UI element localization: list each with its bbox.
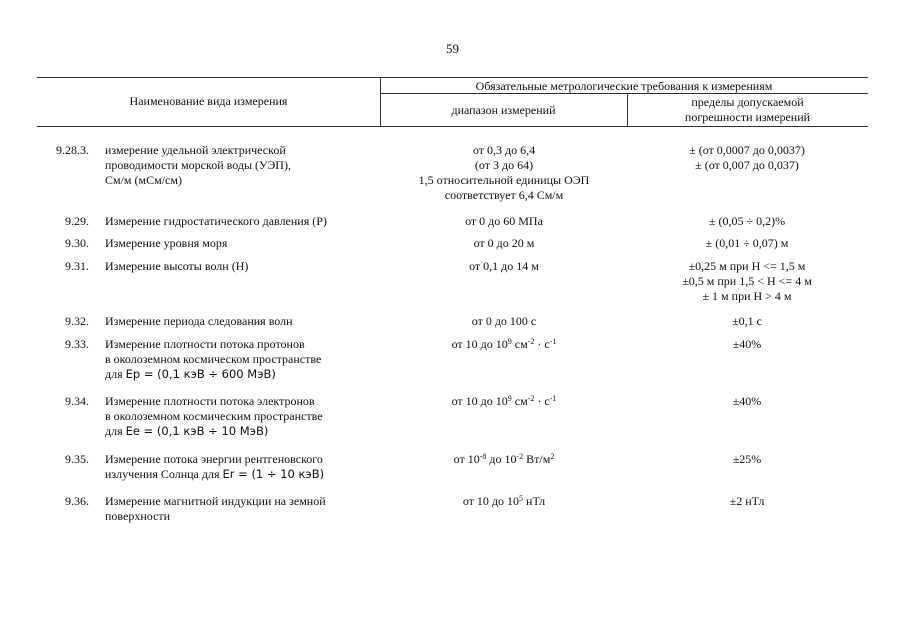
error-limits: [627, 314, 867, 329]
measurement-range: [380, 314, 628, 329]
measurement-name: [105, 337, 395, 382]
header-limits-line: погрешности измерений: [684, 110, 811, 124]
measurement-range: [380, 494, 628, 509]
measurement-name: [105, 143, 395, 188]
measurement-name-line: Измерение магнитной индукции на земной: [105, 494, 326, 508]
header-name-column: Наименование вида измерения: [129, 94, 288, 108]
measurement-name-line: в околоземном космическим пространстве: [105, 409, 323, 423]
measurement-name: [105, 494, 395, 524]
error-limits: [627, 259, 867, 304]
measurement-range-line: от $10^{-8}$ до $10^{-2}$ $Вт/м^2$: [453, 452, 555, 466]
measurement-name-line: в околоземном космическом пространстве: [105, 352, 322, 366]
measurement-name-line: Измерение плотности потока электронов: [105, 394, 315, 408]
error-limits-line: ±0,5 м при 1,5 < H <= 4 м: [682, 274, 812, 288]
measurement-range: [380, 337, 628, 352]
page-number: 59: [446, 41, 459, 56]
measurement-name-line: Измерение уровня моря: [105, 236, 228, 250]
exponent: -2: [527, 394, 535, 403]
row-number: 9.29.: [65, 214, 89, 228]
measurement-range: [380, 214, 628, 229]
measurement-name-line: Измерение потока энергии рентгеновского: [105, 452, 323, 466]
error-limits: [627, 494, 867, 509]
row-number: 9.34.: [65, 394, 89, 408]
energy-range-formula: Ep = (0,1 кэВ ÷ 600 МэВ): [125, 367, 276, 381]
error-limits: [627, 143, 867, 173]
measurement-name-line: измерение удельной электрической: [105, 143, 286, 157]
row-number: 9.33.: [65, 337, 89, 351]
header-bottom-rule: [37, 126, 868, 127]
measurement-name-line: Измерение плотности потока протонов: [105, 337, 305, 351]
measurement-range-line: от 0 до 60 МПа: [465, 214, 543, 228]
measurement-name-line: Измерение высоты волн (H): [105, 259, 249, 273]
error-limits-line: ± (от 0,0007 до 0,0037): [689, 143, 805, 157]
exponent: 5: [519, 494, 524, 503]
exponent: 9: [507, 394, 512, 403]
measurement-range-line: от 0,3 до 6,4: [472, 143, 536, 157]
error-limits-line: ±0,1 с: [732, 314, 762, 328]
measurement-range-line: от 10 до $10^9$ $см^{-2} \cdot с^{-1}$: [451, 337, 557, 351]
row-number: 9.32.: [65, 314, 89, 328]
row-number: 9.30.: [65, 236, 89, 250]
error-limits: [627, 337, 867, 352]
error-limits: [627, 214, 867, 229]
measurement-range-line: от 0,1 до 14 м: [469, 259, 539, 273]
error-limits-line: ± (от 0,007 до 0,037): [695, 158, 799, 172]
header-range-column: диапазон измерений: [451, 103, 556, 117]
header-requirements-group: Обязательные метрологические требования к измерениям: [475, 79, 773, 93]
measurement-range-line: от 0 до 20 м: [473, 236, 535, 250]
measurement-range-line: (от 3 до 64): [474, 158, 534, 172]
measurement-name-line: Измерение гидростатического давления (P): [105, 214, 327, 228]
measurement-range-line: от 10 до $10^5$ нТл: [462, 494, 546, 508]
error-limits-line: ±40%: [732, 337, 762, 351]
row-number: 9.28.3.: [56, 143, 89, 157]
measurement-name-line: поверхности: [105, 509, 171, 523]
measurement-range: [380, 259, 628, 274]
exponent: 2: [550, 452, 555, 461]
row-number: 9.36.: [65, 494, 89, 508]
measurement-name: [105, 236, 395, 251]
error-limits-line: ±40%: [732, 394, 762, 408]
error-limits: [627, 394, 867, 409]
exponent: -2: [516, 452, 524, 461]
measurement-range-line: от 10 до $10^9$ $см^{-2} \cdot с^{-1}$: [451, 394, 557, 408]
error-limits: [627, 236, 867, 251]
error-limits: [627, 452, 867, 467]
measurement-name: [105, 259, 395, 274]
exponent: -8: [479, 452, 487, 461]
exponent: 9: [507, 337, 512, 346]
measurement-name-line: Измерение периода следования волн: [105, 314, 293, 328]
error-limits-line: ± (0,05 ÷ 0,2)%: [708, 214, 786, 228]
measurement-range-line: соответствует 6,4 См/м: [444, 188, 564, 202]
measurement-name-line: для Ep = (0,1 кэВ ÷ 600 МэВ): [105, 367, 276, 381]
measurement-name: [105, 452, 395, 482]
error-limits-line: ± (0,01 ÷ 0,07) м: [705, 236, 789, 250]
measurement-name: [105, 214, 395, 229]
exponent: -2: [527, 337, 535, 346]
measurement-name-line: излучения Солнца для Er = (1 ÷ 10 кэВ): [105, 467, 325, 481]
error-limits-line: ±2 нТл: [729, 494, 765, 508]
header-limits-line: пределы допускаемой: [691, 95, 804, 109]
measurement-name-line: См/м (мСм/см): [105, 173, 182, 187]
error-limits-line: ± 1 м при H > 4 м: [702, 289, 792, 303]
header-limits-column: [627, 95, 868, 125]
measurement-range: [380, 143, 628, 203]
measurement-name-line: для Ee = (0,1 кэВ ÷ 10 МэВ): [105, 424, 269, 438]
measurement-range-line: 1,5 относительной единицы ОЭП: [418, 173, 590, 187]
exponent: -1: [549, 394, 557, 403]
exponent: -1: [549, 337, 557, 346]
measurement-name-line: проводимости морской воды (УЭП),: [105, 158, 291, 172]
measurement-name: [105, 394, 395, 439]
row-number: 9.35.: [65, 452, 89, 466]
error-limits-line: ±25%: [732, 452, 762, 466]
energy-range-formula: Ee = (0,1 кэВ ÷ 10 МэВ): [125, 424, 269, 438]
measurement-name: [105, 314, 395, 329]
table-top-rule: [37, 77, 868, 78]
measurement-range: [380, 452, 628, 467]
energy-range-formula: Er = (1 ÷ 10 кэВ): [222, 467, 325, 481]
error-limits-line: ±0,25 м при H <= 1,5 м: [688, 259, 806, 273]
measurement-range-line: от 0 до 100 с: [471, 314, 537, 328]
measurement-range: [380, 394, 628, 409]
measurement-range: [380, 236, 628, 251]
row-number: 9.31.: [65, 259, 89, 273]
